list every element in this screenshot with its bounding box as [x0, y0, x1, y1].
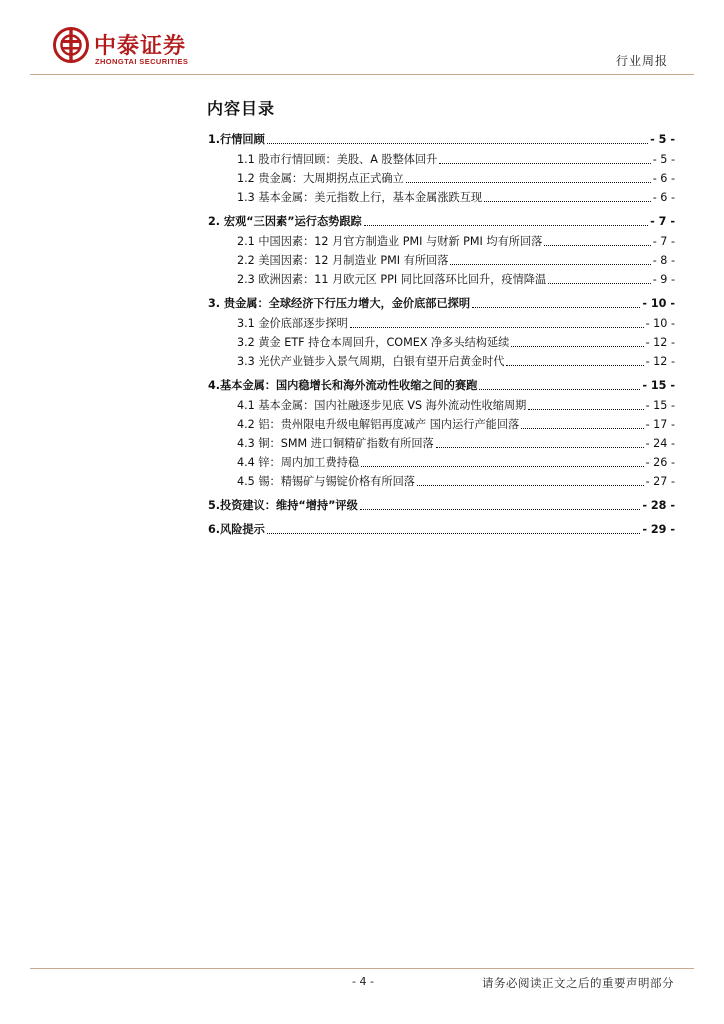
toc-leader-dots — [436, 447, 644, 448]
toc-leader-dots — [439, 163, 650, 164]
logo-emblem-icon — [52, 26, 90, 64]
toc-leader-dots — [267, 533, 641, 534]
toc-entry-label: 2.3 欧洲因素：11 月欧元区 PPI 同比回落环比回升，疫情降温 — [237, 273, 547, 286]
toc-entry[interactable] — [237, 189, 675, 205]
page-header — [0, 0, 724, 80]
toc-entry-page: - 7 - — [652, 235, 675, 248]
toc-entry-label: 3.1 金价底部逐步探明 — [237, 317, 348, 330]
toc-leader-dots — [528, 409, 643, 410]
toc-entry[interactable] — [237, 353, 675, 369]
toc-leader-dots — [511, 346, 643, 347]
toc-entry-label: 1.2 贵金属：大周期拐点正式确立 — [237, 172, 404, 185]
toc-entry-page: - 29 - — [642, 523, 675, 536]
toc-leader-dots — [472, 307, 640, 308]
toc-entry[interactable] — [208, 295, 675, 311]
toc-entry-label: 4.3 铜：SMM 进口铜精矿指数有所回落 — [237, 437, 434, 450]
toc-entry[interactable] — [237, 334, 675, 350]
toc-entry[interactable] — [237, 397, 675, 413]
toc-leader-dots — [548, 283, 651, 284]
company-logo — [52, 26, 252, 76]
toc-leader-dots — [364, 225, 648, 226]
toc-entry[interactable] — [208, 213, 675, 229]
footer-page-number: - 4 - — [352, 975, 374, 988]
toc-entry-page: - 5 - — [650, 133, 675, 146]
toc-entry-label: 6.风险提示 — [208, 523, 265, 536]
toc-entry-page: - 10 - — [642, 297, 675, 310]
toc-entry-label: 3. 贵金属：全球经济下行压力增大，金价底部已探明 — [208, 297, 471, 310]
toc-entry-label: 1.行情回顾 — [208, 133, 265, 146]
toc-entry-page: - 15 - — [645, 399, 675, 412]
toc-entry[interactable] — [237, 315, 675, 331]
toc-entry-page: - 9 - — [652, 273, 675, 286]
toc-entry-page: - 6 - — [652, 191, 675, 204]
toc-leader-dots — [417, 485, 644, 486]
toc-entry[interactable] — [237, 454, 675, 470]
toc-leader-dots — [406, 182, 651, 183]
toc-entry[interactable] — [237, 416, 675, 432]
toc-entry-label: 1.1 股市行情回顾：美股、A 股整体回升 — [237, 153, 438, 166]
toc-entry-label: 1.3 基本金属：美元指数上行，基本金属涨跌互现 — [237, 191, 483, 204]
toc-entry[interactable] — [237, 473, 675, 489]
toc-entry[interactable] — [237, 151, 675, 167]
toc-leader-dots — [267, 143, 648, 144]
toc-entry-page: - 15 - — [642, 379, 675, 392]
toc-entry-page: - 12 - — [645, 355, 675, 368]
toc-entry-label: 2.1 中国因素：12 月官方制造业 PMI 与财新 PMI 均有所回落 — [237, 235, 543, 248]
toc-entry[interactable] — [237, 170, 675, 186]
toc-entry[interactable] — [208, 521, 675, 537]
toc-entry-page: - 27 - — [645, 475, 675, 488]
toc-entry-label: 3.3 光伏产业链步入景气周期，白银有望开启黄金时代 — [237, 355, 505, 368]
toc-entry-page: - 10 - — [645, 317, 675, 330]
toc-leader-dots — [450, 264, 650, 265]
logo-english-text: ZHONGTAI SECURITIES — [95, 57, 189, 66]
toc-leader-dots — [544, 245, 650, 246]
toc-entry-label: 2. 宏观“三因素”运行态势跟踪 — [208, 215, 362, 228]
toc-leader-dots — [506, 365, 643, 366]
toc-entry-page: - 5 - — [652, 153, 675, 166]
toc-entry-page: - 6 - — [652, 172, 675, 185]
toc-leader-dots — [479, 389, 640, 390]
toc-entry-page: - 17 - — [645, 418, 675, 431]
toc-entry-page: - 7 - — [650, 215, 675, 228]
logo-chinese-text: 中泰证券 — [94, 34, 187, 59]
toc-entry-label: 2.2 美国因素：12 月制造业 PMI 有所回落 — [237, 254, 449, 267]
toc-title: 内容目录 — [207, 99, 276, 118]
toc-leader-dots — [360, 509, 641, 510]
toc-entry-label: 4.1 基本金属：国内社融逐步见底 VS 海外流动性收缩周期 — [237, 399, 527, 412]
toc-entry-label: 4.5 锡：精锡矿与锡锭价格有所回落 — [237, 475, 415, 488]
report-type-label: 行业周报 — [615, 54, 668, 68]
toc-leader-dots — [484, 201, 651, 202]
toc-entry-page: - 24 - — [645, 437, 675, 450]
toc-entry-label: 3.2 黄金 ETF 持仓本周回升，COMEX 净多头结构延续 — [237, 336, 510, 349]
toc-entry-page: - 26 - — [645, 456, 675, 469]
toc-entry-page: - 12 - — [645, 336, 675, 349]
toc-entry[interactable] — [237, 252, 675, 268]
toc-leader-dots — [350, 327, 644, 328]
toc-entry[interactable] — [237, 435, 675, 451]
toc-entry-page: - 28 - — [642, 499, 675, 512]
toc-entry[interactable] — [208, 377, 675, 393]
toc-entry-label: 4.2 铝：贵州限电升级电解铝再度减产 国内运行产能回落 — [237, 418, 520, 431]
toc-leader-dots — [361, 466, 644, 467]
toc-entry[interactable] — [237, 233, 675, 249]
footer-divider — [30, 968, 694, 969]
toc-leader-dots — [521, 428, 643, 429]
header-divider — [30, 74, 694, 75]
footer-disclaimer: 请务必阅读正文之后的重要声明部分 — [482, 976, 674, 990]
toc-entry-label: 4.基本金属：国内稳增长和海外流动性收缩之间的赛跑 — [208, 379, 478, 392]
toc-entry[interactable] — [208, 131, 675, 147]
toc-entry-page: - 8 - — [652, 254, 675, 267]
toc-entry[interactable] — [208, 497, 675, 513]
toc-entry-label: 5.投资建议：维持“增持”评级 — [208, 499, 358, 512]
toc-entry-label: 4.4 锌：周内加工费持稳 — [237, 456, 360, 469]
toc-entry[interactable] — [237, 271, 675, 287]
